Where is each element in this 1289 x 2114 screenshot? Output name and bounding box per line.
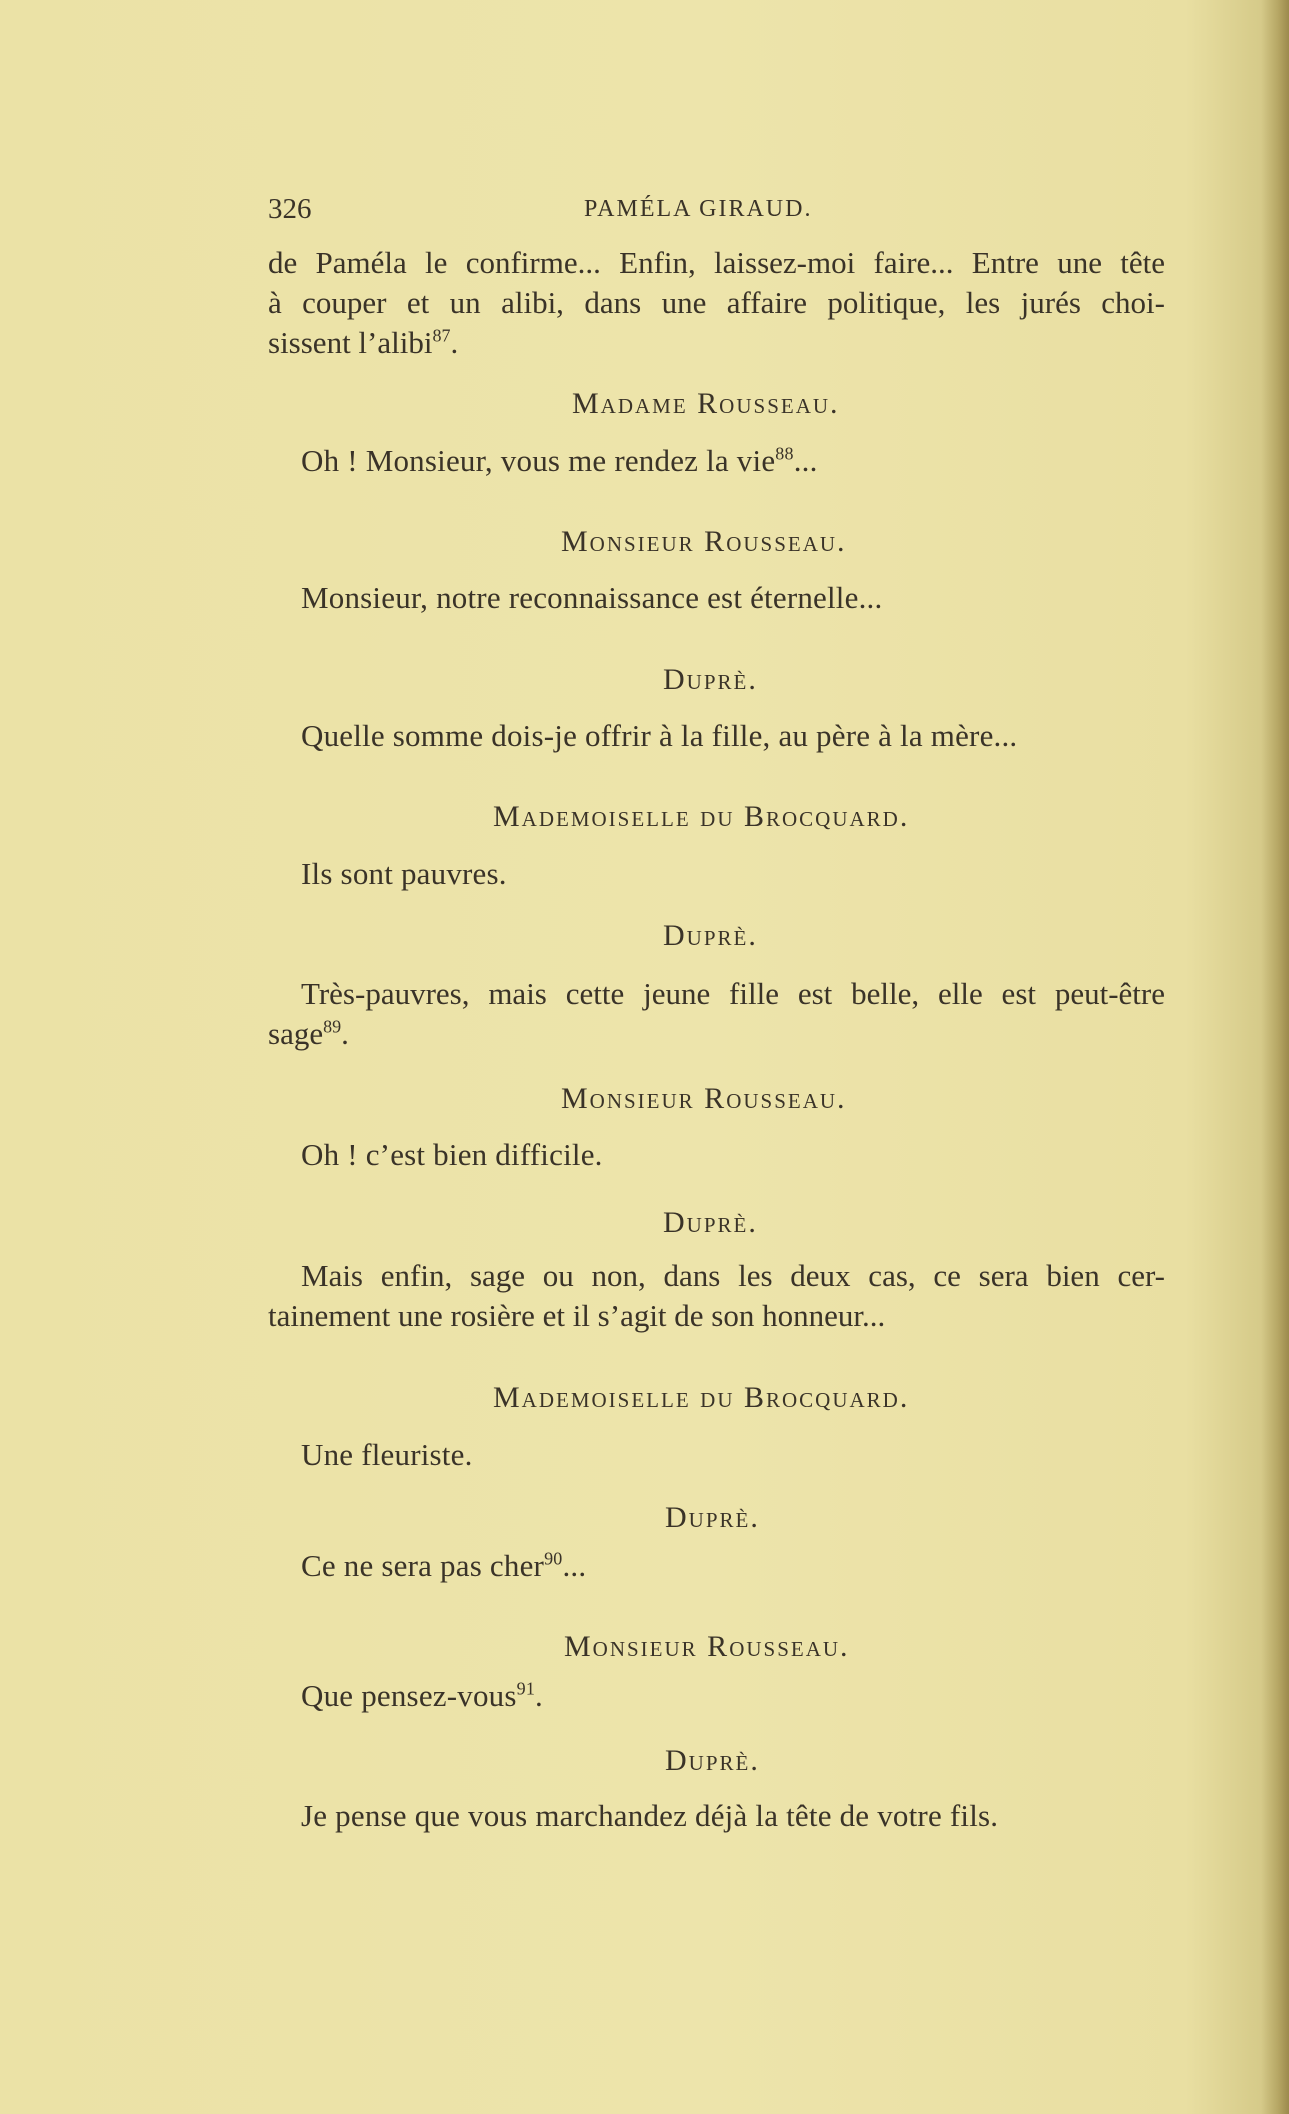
page-edge-shadow bbox=[1261, 0, 1289, 2114]
speaker-dupre-4: Duprè. bbox=[665, 1501, 760, 1534]
speech-6-line-2 bbox=[268, 1014, 1165, 1054]
speaker-dupre-2: Duprè. bbox=[663, 919, 758, 952]
paragraph-1-line-3-text: sissent l’alibi bbox=[268, 325, 433, 360]
speech-2-end: ... bbox=[793, 443, 818, 478]
paragraph-1-line-3-end: . bbox=[450, 325, 459, 360]
speech-10 bbox=[301, 1548, 586, 1584]
paragraph-1 bbox=[268, 243, 1165, 363]
speech-11-end: . bbox=[535, 1678, 543, 1713]
footnote-ref-89: 89 bbox=[323, 1016, 342, 1037]
speaker-mademoiselle-du-brocquard-2: Mademoiselle du Brocquard. bbox=[493, 1381, 910, 1414]
speech-7: Oh ! c’est bien difficile. bbox=[301, 1137, 603, 1172]
running-title: PAMÉLA GIRAUD. bbox=[584, 196, 813, 222]
speech-6-line-2-text: sage bbox=[268, 1016, 324, 1051]
page-number: 326 bbox=[268, 193, 312, 225]
speech-11 bbox=[301, 1678, 543, 1714]
speech-3: Monsieur, notre reconnaissance est éternelle... bbox=[301, 580, 883, 615]
speaker-monsieur-rousseau-3: Monsieur Rousseau. bbox=[564, 1630, 850, 1663]
speaker-mademoiselle-du-brocquard-1: Mademoiselle du Brocquard. bbox=[493, 800, 910, 833]
speech-4: Quelle somme dois-je offrir à la fille, au père à la mère... bbox=[301, 718, 1018, 753]
speaker-dupre-5: Duprè. bbox=[665, 1744, 760, 1777]
speech-2-text: Oh ! Monsieur, vous me rendez la vie bbox=[301, 443, 776, 478]
speech-11-text: Que pensez-vous bbox=[301, 1678, 517, 1713]
footnote-ref-88: 88 bbox=[775, 443, 794, 464]
speech-10-end: ... bbox=[562, 1548, 587, 1583]
page-header bbox=[268, 193, 1168, 233]
speech-12: Je pense que vous marchandez déjà la tête de votre fils. bbox=[301, 1798, 999, 1833]
footnote-ref-91: 91 bbox=[516, 1678, 536, 1699]
footnote-ref-90: 90 bbox=[544, 1548, 563, 1569]
paragraph-1-line-3 bbox=[268, 323, 1165, 363]
speech-6-line-1: Très-pauvres, mais cette jeune fille est belle, elle est peut-être bbox=[301, 976, 1165, 1011]
speech-5: Ils sont pauvres. bbox=[301, 856, 507, 891]
speech-8-line-1: Mais enfin, sage ou non, dans les deux cas, ce sera bien cer- bbox=[301, 1258, 1165, 1293]
speech-8-line-2: tainement une rosière et il s’agit de son honneur... bbox=[268, 1298, 886, 1333]
footnote-ref-87: 87 bbox=[432, 325, 451, 346]
speech-8 bbox=[268, 1256, 1165, 1336]
speech-10-text: Ce ne sera pas cher bbox=[301, 1548, 545, 1583]
page-text-block bbox=[268, 0, 1168, 2114]
speaker-dupre-3: Duprè. bbox=[663, 1206, 758, 1239]
paragraph-1-line-1: de Paméla le confirme... Enfin, laissez-moi faire... Entre une tête bbox=[268, 245, 1165, 280]
speaker-monsieur-rousseau-2: Monsieur Rousseau. bbox=[561, 1082, 847, 1115]
speech-6 bbox=[268, 974, 1165, 1054]
speaker-monsieur-rousseau-1: Monsieur Rousseau. bbox=[561, 525, 847, 558]
speech-9: Une fleuriste. bbox=[301, 1437, 473, 1472]
speech-2 bbox=[301, 443, 818, 479]
speech-6-line-2-end: . bbox=[341, 1016, 349, 1051]
paragraph-1-line-2: à couper et un alibi, dans une affaire politique, les jurés choi- bbox=[268, 285, 1165, 320]
speaker-dupre-1: Duprè. bbox=[663, 663, 758, 696]
speaker-madame-rousseau: Madame Rousseau. bbox=[572, 387, 840, 420]
